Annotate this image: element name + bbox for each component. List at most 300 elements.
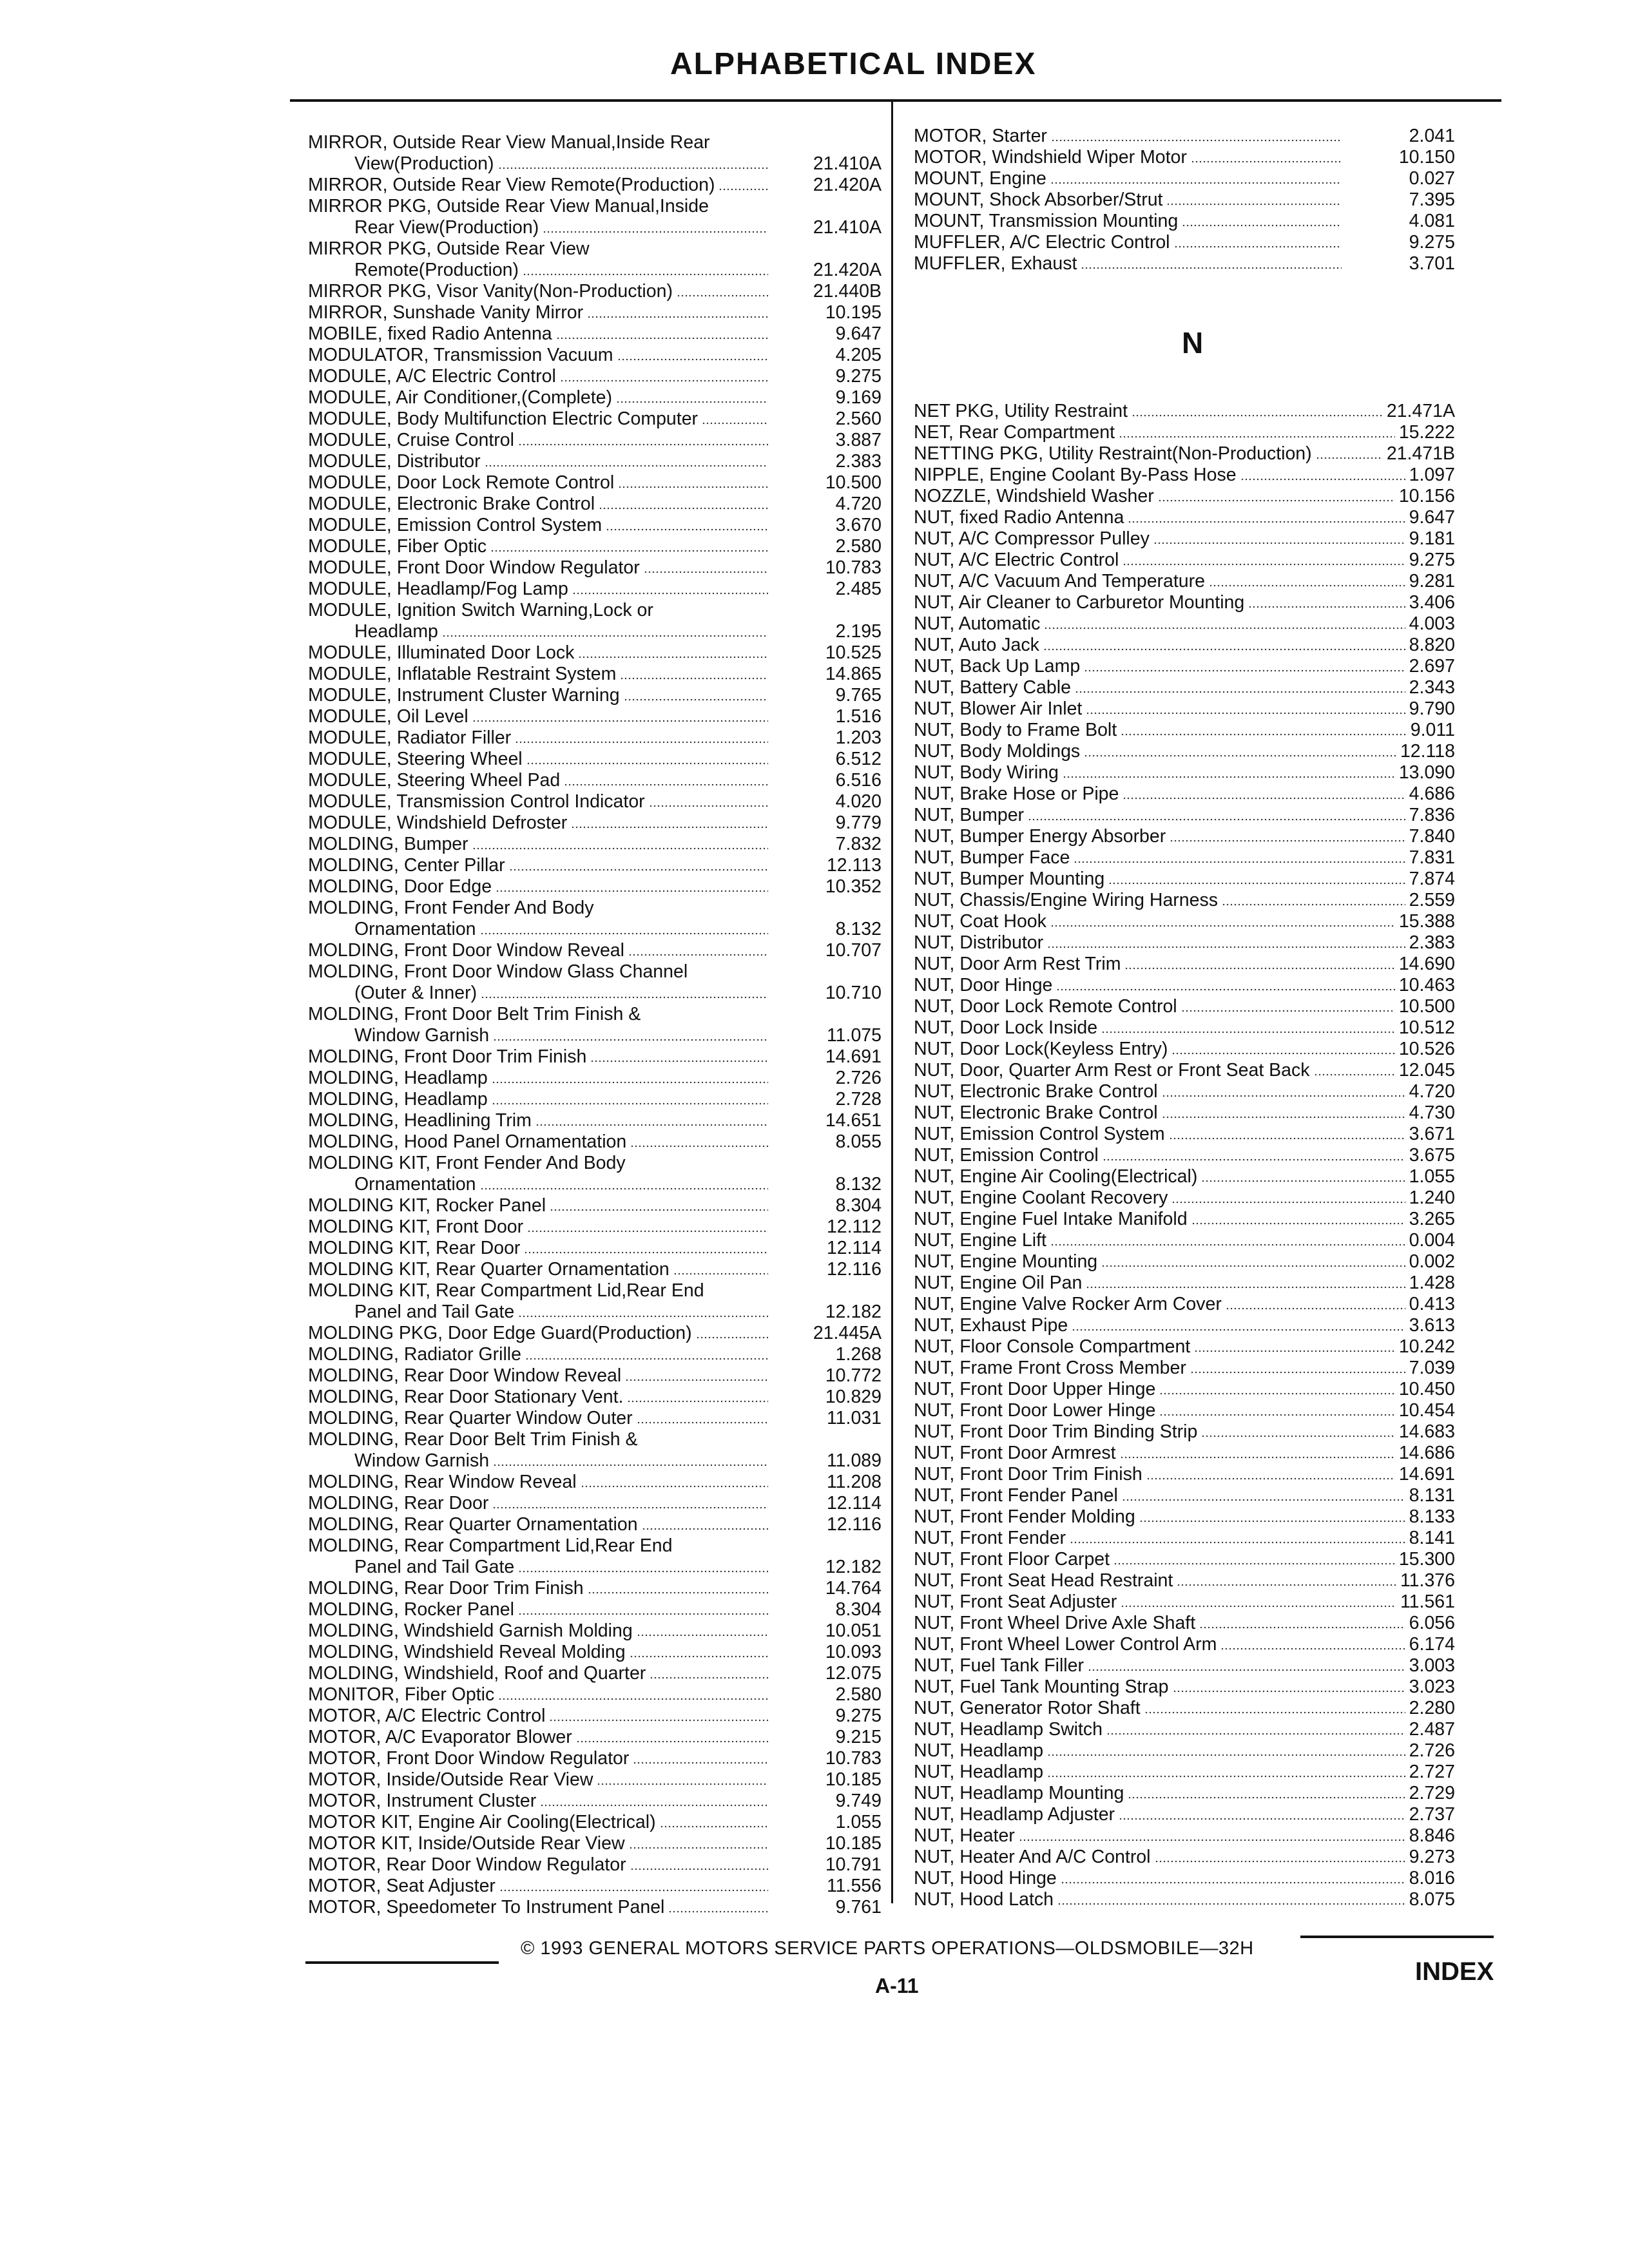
index-entry-label: MOTOR, Starter [914,126,1047,146]
dot-leader [630,1655,768,1658]
index-entry [914,847,1455,869]
dot-leader [1240,477,1405,481]
index-entry-reference: 6.056 [1409,1613,1455,1633]
dot-leader [1159,1413,1394,1417]
index-entry [308,1897,882,1918]
index-entry-label: NETTING PKG, Utility Restraint(Non-Production) [914,443,1312,464]
index-entry-reference: 10.156 [1398,486,1455,506]
dot-leader [597,1782,768,1786]
index-entry-label: MOTOR, Windshield Wiper Motor [914,147,1187,168]
index-entry-label: MOLDING, Rear Door Window Reveal [308,1365,622,1386]
index-entry [914,211,1455,232]
index-entry [914,1209,1455,1230]
dot-leader [493,1038,768,1042]
index-entry-label: MOLDING, Center Pillar [308,855,505,876]
dot-leader [1123,562,1405,566]
index-entry-reference: 2.737 [1409,1804,1455,1825]
index-entry-reference: 10.783 [825,1748,882,1769]
index-entry-reference: 2.697 [1409,656,1455,677]
index-entry [308,1344,882,1365]
index-entry-reference: 14.764 [825,1578,882,1599]
dot-leader [1101,1264,1405,1268]
index-entry-label: MOLDING, Rear Window Reveal [308,1472,577,1492]
index-entry-reference: 12.075 [825,1663,882,1684]
index-entry-reference: 12.045 [1398,1060,1455,1081]
index-entry-label: MOLDING, Front Door Belt Trim Finish & [308,1004,641,1024]
index-entry [914,1783,1455,1804]
index-entry [914,720,1455,741]
index-entry-reference: 14.691 [825,1046,882,1067]
index-entry-label: NUT, Engine Valve Rocker Arm Cover [914,1294,1222,1314]
index-entry [308,1387,882,1408]
index-entry-reference: 12.182 [825,1302,882,1322]
index-entry-reference: 21.420A [813,260,882,280]
index-entry-reference: 10.500 [825,472,882,493]
index-entry-label: MOTOR, Speedometer To Instrument Panel [308,1897,665,1917]
index-entry-reference: 8.141 [1409,1528,1455,1548]
index-entry-reference: 10.707 [825,940,882,961]
dot-leader [1155,1860,1405,1863]
index-entry-label: NUT, Back Up Lamp [914,656,1081,677]
dot-leader [1084,669,1405,673]
dot-leader [560,379,768,383]
index-entry-reference: 10.051 [825,1620,882,1641]
index-entry-label: NUT, Fuel Tank Mounting Strap [914,1677,1169,1697]
index-entry-reference: 4.003 [1409,613,1455,634]
index-entry-reference: 12.113 [826,855,882,876]
dot-leader [518,1570,768,1573]
index-entry [308,1110,882,1131]
dot-leader [628,953,768,957]
dot-leader [498,1697,768,1701]
index-entry-label: MOLDING, Front Fender And Body [308,898,594,918]
index-entry [308,834,882,855]
index-entry-label: NUT, Front Door Trim Binding Strip [914,1421,1198,1442]
index-entry-reference: 7.836 [1409,805,1455,825]
dot-leader [1222,903,1405,907]
index-entry-reference: 4.720 [1409,1081,1455,1102]
dot-leader [1170,839,1405,843]
index-entry [914,1655,1455,1677]
dot-leader [1159,1392,1394,1396]
index-entry-label: NUT, A/C Vacuum And Temperature [914,571,1205,591]
index-entry-label: MODULE, Oil Level [308,706,468,727]
index-entry [914,1315,1455,1336]
dot-leader [526,762,768,765]
dot-leader [523,273,768,276]
index-entry-label: NUT, Electronic Brake Control [914,1081,1158,1102]
dot-leader [493,1463,768,1467]
index-entry [308,1195,882,1216]
index-entry-label: MOLDING, Door Edge [308,876,492,897]
index-entry-reference: 9.215 [835,1727,882,1747]
dot-leader [1166,202,1342,206]
index-entry-label: NET PKG, Utility Restraint [914,401,1128,421]
index-entry [914,147,1455,168]
index-entry-label: MOLDING KIT, Rear Door [308,1238,521,1258]
index-entry [308,1216,882,1238]
index-entry-reference: 8.132 [835,919,882,939]
index-entry-label: NUT, Bumper [914,805,1025,825]
index-entry-reference: 9.275 [835,1706,882,1726]
dot-leader [1314,1073,1395,1077]
index-entry [308,685,882,706]
index-entry [308,1854,882,1876]
dot-leader [649,804,768,808]
dot-leader [618,485,768,489]
index-entry-label: View(Production) [354,153,494,174]
index-entry-label: MODULE, Transmission Control Indicator [308,791,645,812]
index-entry [308,1153,882,1174]
index-entry [308,536,882,557]
index-entry-label: MOLDING, Rear Quarter Window Outer [308,1408,633,1428]
index-entry [914,1124,1455,1145]
footer-rule-left [305,1961,499,1964]
index-entry-label: Ornamentation [354,1174,476,1195]
dot-leader [1047,1753,1405,1757]
index-entry-label: NUT, Blower Air Inlet [914,698,1083,719]
dot-leader [1074,860,1405,864]
index-entry-label: MOLDING, Rear Quarter Ornamentation [308,1514,638,1535]
index-entry [914,890,1455,911]
dot-leader [442,634,768,638]
right-index-column-n [914,401,1455,1910]
index-entry [308,1365,882,1387]
dot-leader [518,1612,768,1616]
dot-leader [490,549,768,553]
index-entry-reference: 8.304 [835,1195,882,1216]
index-entry [308,153,882,175]
dot-leader [1119,1817,1405,1821]
index-entry-label: MODULE, Ignition Switch Warning,Lock or [308,600,653,620]
dot-leader [1171,1052,1394,1055]
index-entry [914,1060,1455,1081]
dot-leader [1121,1604,1396,1608]
dot-leader [1182,224,1342,227]
dot-leader [1128,1796,1405,1800]
index-entry-reference: 14.651 [825,1110,882,1131]
index-entry-reference: 2.728 [835,1089,882,1110]
index-entry-reference: 8.133 [1409,1506,1455,1527]
index-entry [914,698,1455,720]
index-entry [914,1762,1455,1783]
dot-leader [660,1825,768,1829]
dot-leader [1119,435,1395,439]
index-entry-reference: 12.114 [826,1493,882,1514]
index-entry-label: NUT, Engine Air Cooling(Electrical) [914,1166,1198,1187]
index-entry [914,232,1455,253]
index-entry-label: NUT, Headlamp Switch [914,1719,1103,1740]
dot-leader [1124,966,1394,970]
index-entry-label: NUT, Door Arm Rest Trim [914,954,1121,974]
index-entry [308,1514,882,1535]
index-entry [914,528,1455,550]
dot-leader [1047,1774,1405,1778]
dot-leader [587,315,768,319]
index-entry-label: MOLDING, Front Door Window Reveal [308,940,624,961]
index-entry-label: MOLDING, Rear Door Belt Trim Finish & [308,1429,638,1450]
index-entry-label: NOZZLE, Windshield Washer [914,486,1154,506]
index-entry [308,642,882,664]
index-entry [914,1294,1455,1315]
index-entry-reference: 7.039 [1409,1358,1455,1378]
dot-leader [1162,1094,1405,1098]
dot-leader [1088,1668,1405,1672]
index-entry-reference: 9.275 [1409,550,1455,570]
dot-leader [1181,1009,1395,1013]
index-entry [914,1230,1455,1251]
dot-leader [617,358,768,361]
index-entry-label: NUT, Heater [914,1825,1015,1846]
index-entry-label: MOLDING, Windshield, Roof and Quarter [308,1663,646,1684]
dot-leader [578,655,768,659]
index-entry-reference: 3.406 [1409,592,1455,613]
index-entry-label: MOLDING, Rear Door [308,1493,489,1514]
index-entry-label: NUT, Front Fender Panel [914,1485,1118,1506]
index-entry-label: NUT, Door Lock(Keyless Entry) [914,1039,1168,1059]
index-entry-reference: 10.454 [1398,1400,1455,1421]
index-entry-reference: 10.710 [825,983,882,1003]
dot-leader [606,528,768,532]
index-entry [914,422,1455,443]
index-entry-reference: 7.840 [1409,826,1455,847]
dot-leader [1316,456,1383,460]
index-entry [914,1804,1455,1825]
index-entry-label: NUT, Front Fender Molding [914,1506,1135,1527]
index-entry-label: MOBILE, fixed Radio Antenna [308,323,552,344]
index-entry [914,253,1455,274]
index-entry [914,741,1455,762]
index-entry-label: NUT, Front Door Upper Hinge [914,1379,1156,1399]
index-entry-reference: 9.779 [835,812,882,833]
index-entry [914,1421,1455,1443]
dot-leader [1201,1434,1395,1438]
header-rule [290,99,1501,102]
dot-leader [702,421,768,425]
dot-leader [492,1506,768,1510]
dot-leader [1113,1562,1395,1566]
index-entry [914,486,1455,507]
index-entry [914,443,1455,465]
index-entry-reference: 9.275 [835,366,882,387]
index-entry-label: NUT, Engine Lift [914,1230,1046,1251]
index-entry-label: MOLDING, Windshield Garnish Molding [308,1620,633,1641]
index-entry-label: MODULE, Cruise Control [308,430,514,450]
index-entry [914,168,1455,189]
dot-leader [1050,1243,1405,1247]
dot-leader [509,868,768,872]
dot-leader [1173,1689,1405,1693]
index-entry-label: MOLDING, Rear Door Trim Finish [308,1578,584,1599]
index-entry [308,1684,882,1706]
dot-leader [498,166,769,170]
dot-leader [644,570,768,574]
dot-leader [630,1144,768,1148]
index-entry [308,387,882,408]
index-entry-label: NUT, Door Lock Remote Control [914,996,1177,1017]
index-entry [308,1131,882,1153]
dot-leader [1171,1200,1405,1204]
index-entry-reference: 10.093 [825,1642,882,1662]
dot-leader [1103,1158,1405,1162]
index-entry-reference: 12.112 [826,1216,882,1237]
index-entry-label: MODULE, Body Multifunction Electric Computer [308,408,699,429]
index-entry-label: NUT, Automatic [914,613,1041,634]
index-entry [308,1302,882,1323]
index-entry-reference: 2.727 [1409,1762,1455,1782]
index-entry-reference: 14.690 [1398,954,1455,974]
index-entry [914,635,1455,656]
dot-leader [1050,924,1395,928]
dot-leader [472,847,768,850]
dot-leader [515,740,768,744]
index-entry-reference: 10.526 [1398,1039,1455,1059]
index-entry [914,954,1455,975]
dot-leader [1121,733,1407,736]
index-entry [914,1400,1455,1421]
dot-leader [472,719,768,723]
index-entry-label: NUT, Body to Frame Bolt [914,720,1117,740]
index-entry [308,132,882,153]
index-entry-reference: 14.683 [1398,1421,1455,1442]
index-entry [308,1493,882,1514]
dot-leader [524,1251,768,1254]
dot-leader [535,1123,768,1127]
index-entry [914,1464,1455,1485]
dot-leader [492,1102,768,1106]
index-entry-label: MODULE, Distributor [308,451,481,472]
dot-leader [1108,881,1405,885]
index-entry-label: MOTOR KIT, Engine Air Cooling(Electrical) [308,1812,656,1832]
index-entry-reference: 9.765 [835,685,882,706]
index-entry [914,1187,1455,1209]
index-entry-label: MOLDING, Radiator Grille [308,1344,521,1365]
index-entry-reference: 8.055 [835,1131,882,1152]
dot-leader [1063,775,1395,779]
dot-leader [1139,1519,1405,1523]
index-entry [308,1642,882,1663]
index-entry-reference: 2.383 [835,451,882,472]
index-entry-label: MOLDING KIT, Front Door [308,1216,524,1237]
index-entry-label: NUT, Chassis/Engine Wiring Harness [914,890,1218,910]
dot-leader [588,1591,768,1595]
index-entry [914,571,1455,592]
index-entry [308,579,882,600]
index-entry [914,932,1455,954]
index-entry-label: NUT, Coat Hook [914,911,1046,932]
index-entry-reference: 10.463 [1398,975,1455,995]
index-entry-reference: 1.268 [835,1344,882,1365]
index-entry [914,1379,1455,1400]
index-entry-reference: 1.203 [835,727,882,748]
index-entry-label: NUT, Front Seat Adjuster [914,1591,1117,1612]
dot-leader [1057,1902,1405,1906]
index-entry-reference: 8.132 [835,1174,882,1195]
dot-leader [564,783,768,787]
index-entry-label: NUT, Body Moldings [914,741,1081,762]
index-entry-label: NUT, Door, Quarter Arm Rest or Front Seat Back [914,1060,1310,1081]
index-entry-reference: 9.749 [835,1791,882,1811]
index-entry-reference: 9.647 [835,323,882,344]
index-entry [308,791,882,812]
index-entry [308,600,882,621]
index-entry-label: Panel and Tail Gate [354,1557,515,1577]
index-entry-label: NUT, Headlamp Adjuster [914,1804,1115,1825]
index-entry-reference: 14.686 [1398,1443,1455,1463]
index-entry-reference: 6.174 [1409,1634,1455,1655]
index-entry-reference: 9.273 [1409,1847,1455,1867]
index-entry-reference: 14.865 [825,664,882,684]
index-entry-label: NUT, Generator Rotor Shaft [914,1698,1141,1718]
index-entry-label: Headlamp [354,621,438,642]
index-entry-label: MOLDING, Front Door Trim Finish [308,1046,587,1067]
dot-leader [496,889,768,893]
index-entry [308,260,882,281]
index-entry-label: MODULE, Front Door Window Regulator [308,557,640,578]
index-entry [914,783,1455,805]
index-entry-label: NUT, Emission Control [914,1145,1099,1166]
index-entry-reference: 1.055 [1409,1166,1455,1187]
dot-leader [481,995,768,999]
index-entry-reference: 11.376 [1400,1570,1455,1591]
index-entry [914,1166,1455,1187]
dot-leader [1028,818,1405,822]
index-entry-reference: 9.011 [1410,720,1455,740]
dot-leader [1209,584,1405,588]
index-entry-label: MOLDING, Hood Panel Ornamentation [308,1131,627,1152]
index-entry [914,613,1455,635]
index-entry-label: NUT, Headlamp [914,1762,1044,1782]
index-entry-reference: 1.097 [1409,465,1455,485]
index-entry [914,126,1455,147]
index-entry [308,812,882,834]
footer-rule-right [1300,1936,1494,1938]
index-entry [914,1613,1455,1634]
index-entry-label: NUT, Distributor [914,932,1044,953]
section-letter: N [1182,326,1204,360]
index-entry-label: NUT, Hood Latch [914,1889,1054,1910]
index-entry [308,727,882,749]
index-entry-label: MODULE, Headlamp/Fog Lamp [308,579,568,599]
index-entry-label: NUT, A/C Electric Control [914,550,1119,570]
dot-leader [485,464,768,468]
dot-leader [1132,414,1383,418]
index-entry-reference: 4.205 [835,345,882,365]
dot-leader [718,187,768,191]
dot-leader [625,1378,768,1382]
dot-leader [571,825,768,829]
index-entry [914,1570,1455,1591]
index-entry-reference: 4.686 [1409,783,1455,804]
index-entry-label: MIRROR, Outside Rear View Manual,Inside Rear [308,132,710,153]
index-entry-reference: 2.343 [1409,677,1455,698]
index-entry [308,1280,882,1302]
index-entry [914,1549,1455,1570]
index-entry-label: MOLDING, Bumper [308,834,468,854]
index-entry-reference: 2.383 [1409,932,1455,953]
index-entry-reference: 4.720 [835,494,882,514]
index-entry-label: MOUNT, Engine [914,168,1046,189]
index-entry-label: MOTOR, A/C Evaporator Blower [308,1727,572,1747]
dot-leader [540,1803,768,1807]
index-entry-reference: 3.671 [1409,1124,1455,1144]
index-entry [914,401,1455,422]
index-entry [308,1706,882,1727]
index-entry-reference: 10.195 [825,302,882,323]
dot-leader [1075,690,1405,694]
index-entry [308,1408,882,1429]
index-entry-reference: 8.075 [1409,1889,1455,1910]
